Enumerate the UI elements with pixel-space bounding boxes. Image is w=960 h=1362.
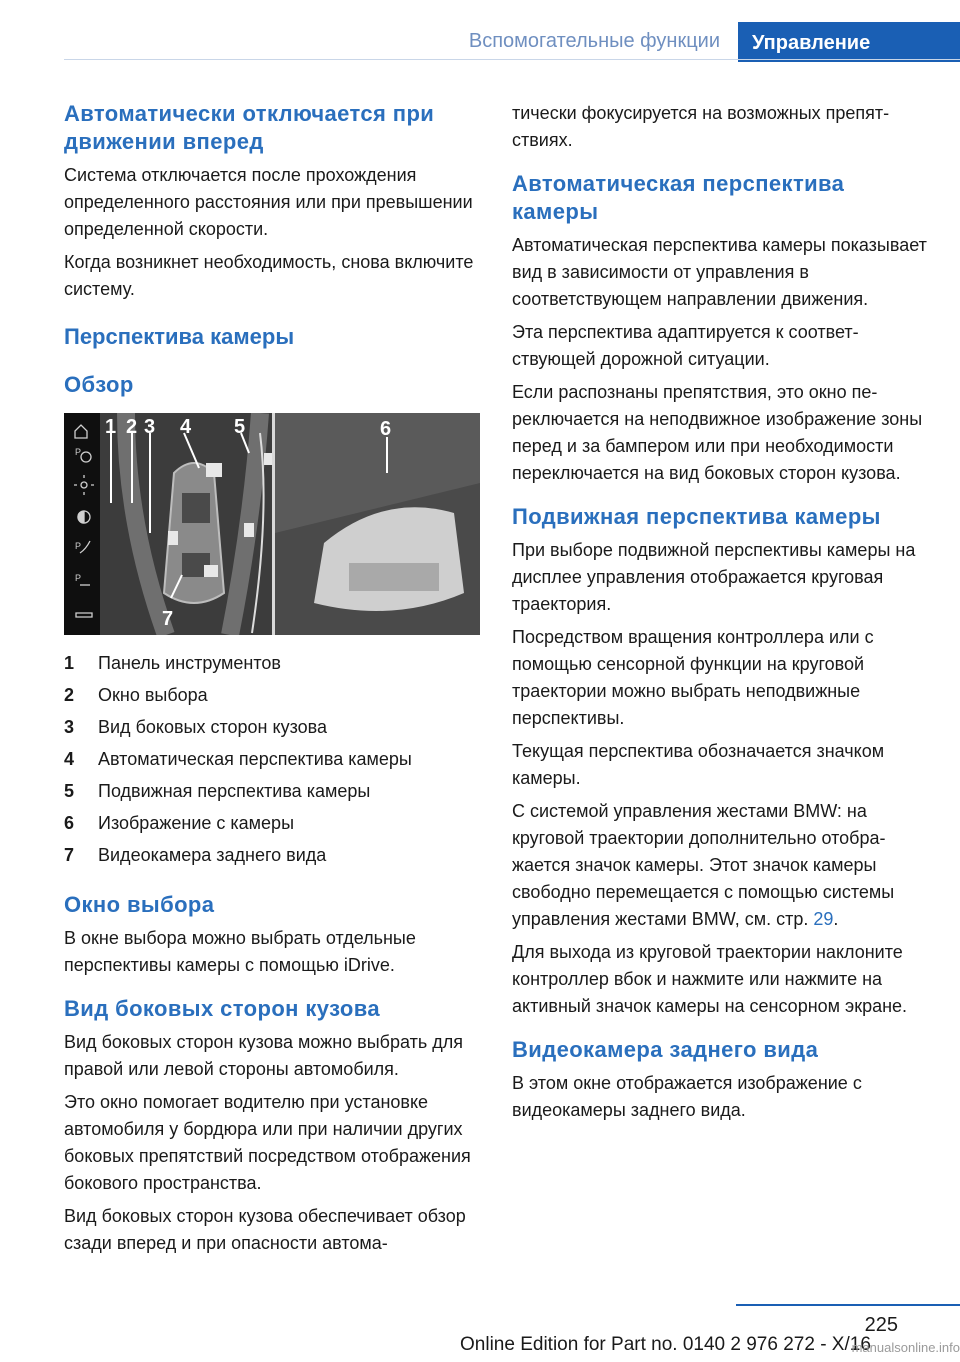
left-column: [64, 100, 484, 1257]
header-chapter-tab: Управление: [738, 22, 960, 62]
svg-text:P: P: [75, 573, 82, 583]
heading-rear-camera: Видеокамера заднего вида: [512, 1037, 819, 1062]
callout-2: 2: [126, 416, 138, 438]
paragraph: Автоматическая перспектива камеры показывает вид в зависимости от управления в соответствующем направлении движения.: [512, 235, 927, 309]
edition-note: Online Edition for Part no. 0140 2 976 272 - X/16: [460, 1334, 871, 1355]
heading-overview: Обзор: [64, 372, 134, 397]
paragraph: Вид боковых сторон кузова обеспечивает обзор сзади вперед и при опасности автома-: [64, 1206, 466, 1253]
svg-text:P: P: [75, 541, 82, 551]
toolbar-panel: [64, 413, 100, 635]
camera-icon: [168, 531, 178, 545]
paragraph: Для выхода из круговой траектории наклоните контроллер вбок и нажмите или нажмите на активный значок камеры на сенсорном экране.: [512, 942, 908, 1016]
heading-selection-window: Окно выбора: [64, 892, 215, 917]
legend-item: 5 Подвижная перспектива камеры: [64, 781, 371, 801]
paragraph: При выборе подвижной перспективы камеры на дисплее управления отображается круговая траектория.: [512, 540, 916, 614]
header-divider: [64, 59, 960, 60]
heading-moving-perspective: Подвижная перспектива камеры: [512, 504, 881, 529]
svg-text:P: P: [75, 447, 82, 457]
right-column: [512, 100, 930, 1124]
heading-side-view: Вид боковых сторон кузова: [64, 996, 381, 1021]
paragraph: Если распознаны препятствия, это окно переключается на неподвижное изображение зоны перед и за бампером или при необходимости переключается на вид боковых сторон кузова.: [512, 382, 923, 483]
legend-item: 3 Вид боковых сторон кузова: [64, 717, 327, 737]
callout-5: 5: [234, 416, 246, 438]
callout-7: 7: [162, 608, 174, 630]
camera-views-illustration: [64, 413, 480, 635]
camera-icon: [206, 463, 222, 477]
paragraph: В этом окне отображается изображение с видеокамеры заднего вида.: [512, 1073, 862, 1120]
heading-auto-off: Автоматически отключается при движении вперед: [64, 101, 435, 154]
callout-legend: [64, 647, 484, 871]
callout-1: 1: [105, 416, 117, 438]
callout-3: 3: [144, 416, 156, 438]
callout-6: 6: [380, 418, 392, 440]
legend-item: 4 Автоматическая перспектива камеры: [64, 749, 412, 769]
camera-icon: [204, 565, 218, 577]
camera-screen-illustration: [64, 413, 480, 635]
legend-item: 6 Изображение с камеры: [64, 813, 295, 833]
paragraph: Вид боковых сторон кузова можно выбрать для правой или левой стороны автомобиля.: [64, 1032, 463, 1079]
paragraph: Эта перспектива адаптируется к соответствующей дорожной ситуации.: [512, 322, 859, 369]
heading-camera-perspective: Перспектива камеры: [64, 324, 295, 349]
legend-item: 1 Панель инструментов: [64, 653, 281, 673]
callout-4: 4: [180, 416, 192, 438]
paragraph: Когда возникнет необходимость, снова включите систему.: [64, 252, 474, 299]
paragraph: Система отключается после прохождения определенного расстояния или при превышении определенной скорости.: [64, 165, 473, 239]
page-reference-link[interactable]: 29: [813, 909, 834, 929]
watermark: manualsonline.info: [851, 1340, 960, 1355]
paragraph: Текущая перспектива обозначается значком камеры.: [512, 741, 885, 788]
paragraph: тически фокусируется на возможных препятствиях.: [512, 103, 890, 150]
page-number: 225: [864, 1314, 898, 1336]
paragraph: В окне выбора можно выбрать отдельные перспективы камеры с помощью iDrive.: [64, 928, 416, 975]
footer-divider: [736, 1304, 960, 1306]
paragraph: Посредством вращения контроллера или с помощью сенсорной функции на круговой траектории можно выбрать неподвижные перспективы.: [512, 627, 874, 728]
paragraph: С системой управления жестами BMW: на круговой траектории дополнительно отображается значок камеры. Этот значок камеры свободно перемещается с помощью системы управления жестами BMW, см. стр. 29.: [512, 801, 895, 929]
paragraph: Это окно помогает водителю при установке автомобиля у бордюра или при наличии других боковых препятствий посредством отображения бокового пространства.: [64, 1092, 471, 1193]
legend-item: 2 Окно выбора: [64, 685, 208, 705]
header-section-title: Вспомогательные функции: [468, 30, 720, 52]
heading-auto-perspective: Автоматическая перспектива камеры: [512, 171, 845, 224]
camera-icon: [244, 523, 254, 537]
legend-item: 7 Видеокамера заднего вида: [64, 845, 327, 865]
